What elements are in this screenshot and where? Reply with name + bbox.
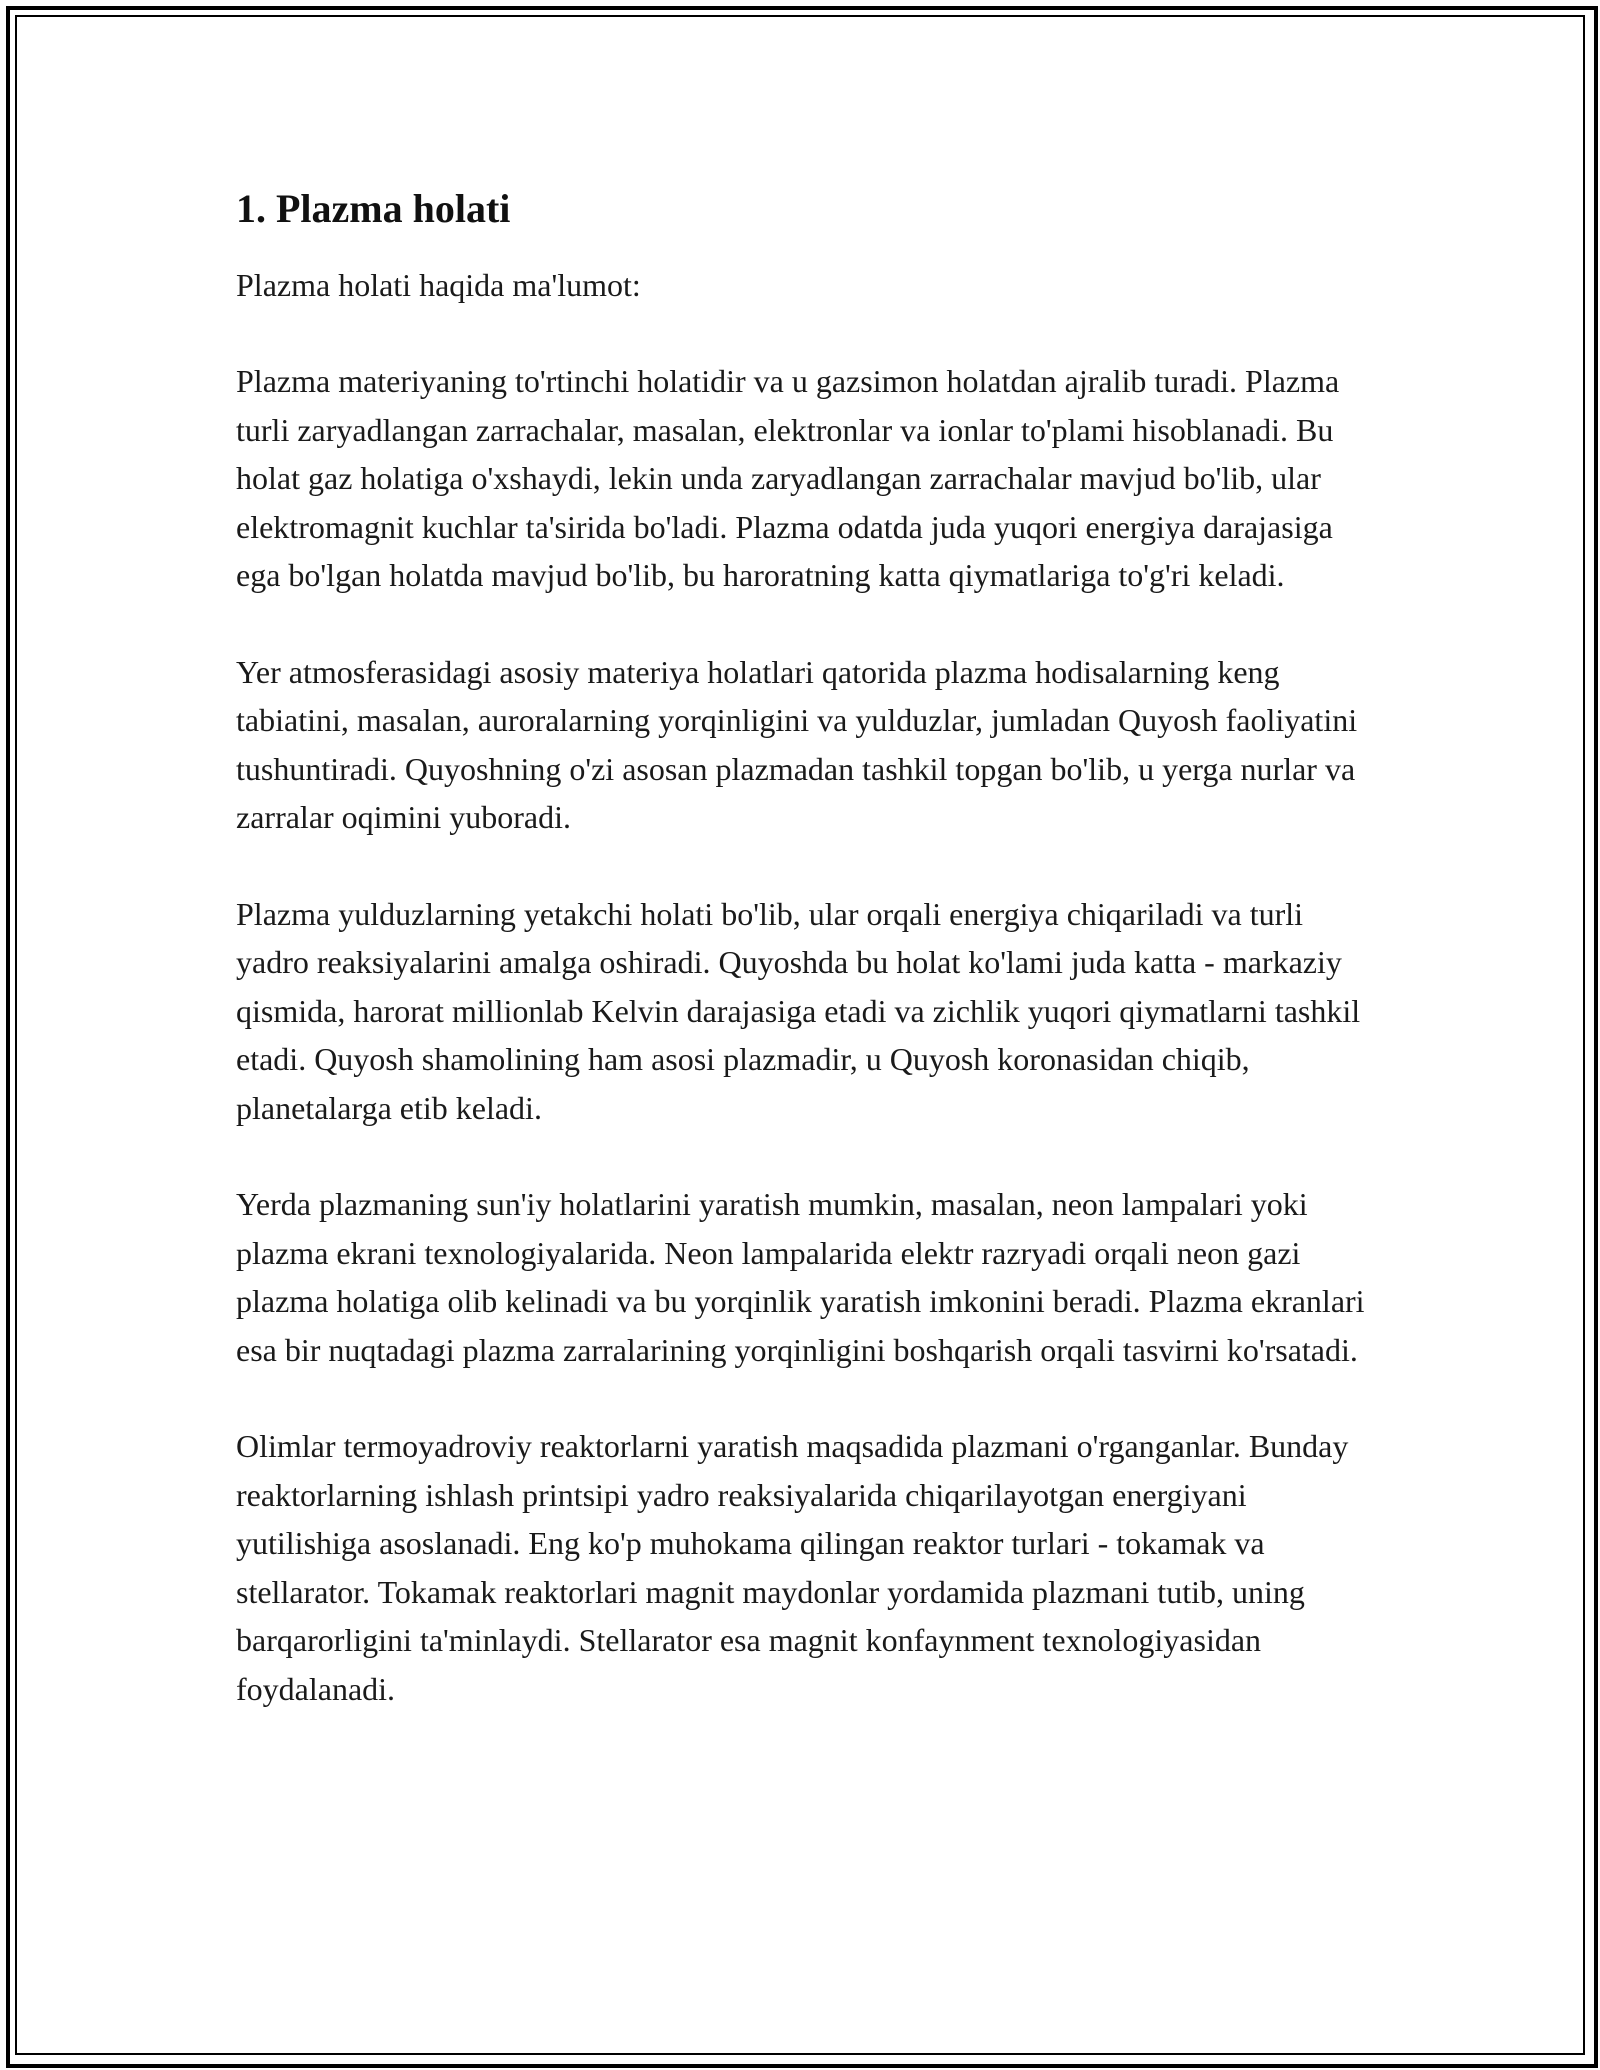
paragraph-atmosphere: Yer atmosferasidagi asosiy materiya holatlari qatorida plazma hodisalarning keng tabiatini, masalan, auroralarning yorqinligini va yulduzlar, jumladan Quyosh faoliyatini tushuntiradi. Quyoshning o'zi asosan plazmadan tashkil topgan bo'lib, u yerga nurlar va zarralar oqimini yuboradi.: [236, 653, 1358, 835]
paragraph-definition: Plazma materiyaning to'rtinchi holatidir va u gazsimon holatdan ajralib turadi. Plazma turli zaryadlangan zarrachalar, masalan, elektronlar va ionlar to'plami hisoblanadi. Bu holat gaz holatiga o'xshaydi, lekin unda zaryadlangan zarrachalar mavjud bo'lib, ular elektromagnit kuchlar ta'sirida bo'ladi. Plazma odatda juda yuqori energiya darajasiga ega bo'lgan holatda mavjud bo'lib, bu haroratning katta qiymatlariga to'g'ri keladi.: [236, 363, 1340, 593]
paragraph-stars: Plazma yulduzlarning yetakchi holati bo'lib, ular orqali energiya chiqariladi va turli yadro reaksiyalarini amalga oshiradi. Quyoshda bu holat ko'lami juda katta - markaziy qismida, harorat millionlab Kelvin darajasiga etadi va zichlik yuqori qiymatlarni tashkil etadi. Quyosh shamolining ham asosi plazmadir, u Quyosh koronasidan chiqib, planetalarga etib keladi.: [236, 895, 1361, 1126]
document-title: 1. Plazma holati: [236, 186, 511, 231]
paragraph-fusion-reactors: Olimlar termoyadroviy reaktorlarni yaratish maqsadida plazmani o'rganganlar. Bunday reaktorlarning ishlash printsipi yadro reaksiyalarida chiqarilayotgan energiyani yutilishiga asoslanadi. Eng ko'p muhokama qilingan reaktor turlari - tokamak va stellarator. Tokamak reaktorlari magnit maydonlar yordamida plazmani tutib, uning barqarorligini ta'minlaydi. Stellarator esa magnit konfaynment texnologiyasidan foydalanadi.: [236, 1428, 1349, 1707]
document-intro: Plazma holati haqida ma'lumot:: [236, 267, 641, 303]
document-body: [236, 185, 1376, 1761]
paragraph-artificial-plasma: Yerda plazmaning sun'iy holatlarini yaratish mumkin, masalan, neon lampalari yoki plazma ekrani texnologiyalarida. Neon lampalarida elektr razryadi orqali neon gazi plazma holatiga olib kelinadi va bu yorqinlik yaratish imkonini beradi. Plazma ekranlari esa bir nuqtadagi plazma zarralarining yorqinligini boshqarish orqali tasvirni ko'rsatadi.: [236, 1186, 1365, 1368]
